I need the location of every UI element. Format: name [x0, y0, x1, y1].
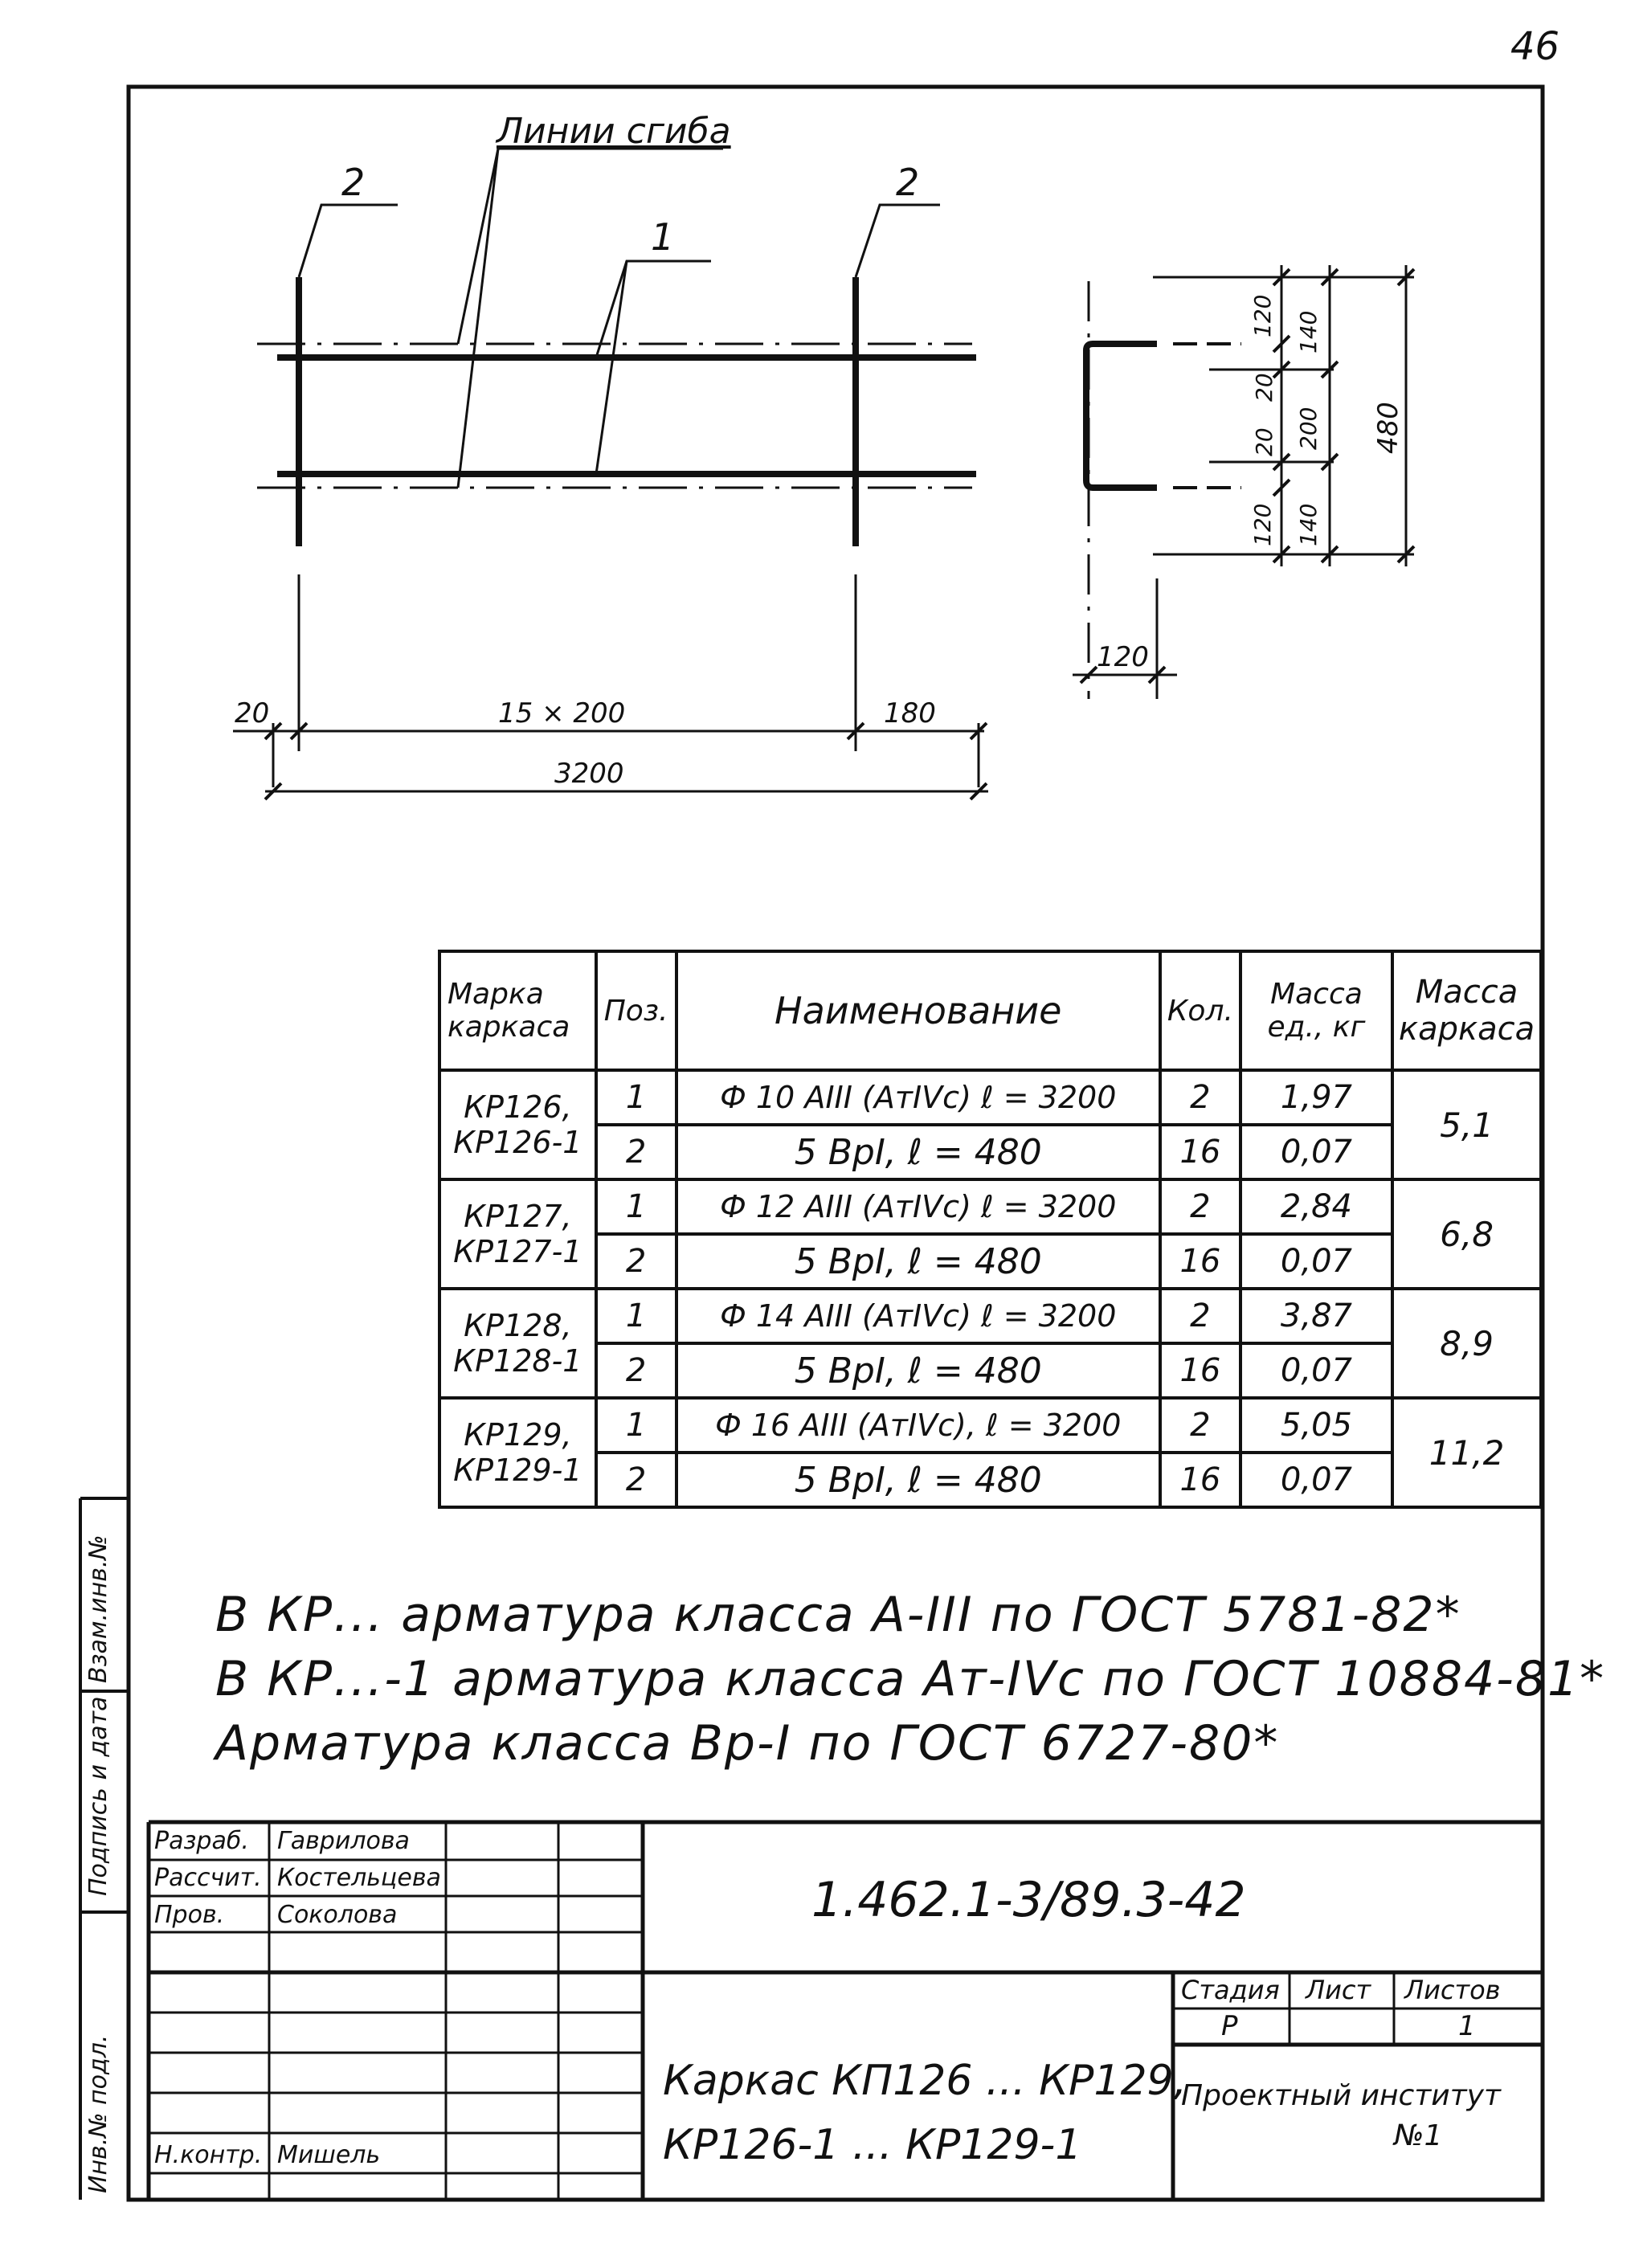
- table-row: [439, 1234, 1541, 1289]
- table-row: [439, 1125, 1541, 1179]
- cell-frame-mass: 6,8: [1392, 1179, 1541, 1289]
- cell-name: Ф 10 АIII (АтIVс) ℓ = 3200: [676, 1070, 1160, 1125]
- cell-qty: 2: [1160, 1070, 1240, 1125]
- side-stamp-inv: Инв.№ подл.: [84, 2034, 112, 2193]
- section-dim-140-top: 140: [1295, 310, 1322, 353]
- section-stirrup: [1086, 344, 1157, 488]
- cell-mass: 5,05: [1240, 1398, 1392, 1453]
- org-line-1: Проектный институт: [1181, 2079, 1501, 2112]
- tb-name-2: Соколова: [277, 1901, 398, 1929]
- header-name: Наименование: [676, 951, 1160, 1070]
- title-line-1: Каркас КП126 ... КР129,: [663, 2057, 1187, 2105]
- cell-pos: 2: [596, 1125, 676, 1179]
- page-number: 46: [1510, 24, 1560, 69]
- tb-role-6: Н.контр.: [154, 2141, 263, 2169]
- stage-value: Р: [1221, 2010, 1238, 2042]
- section-dim-width-120: 120: [1097, 641, 1149, 673]
- section-dim-120-top: 120: [1249, 294, 1276, 337]
- dim-spacing: 15 × 200: [498, 697, 626, 729]
- tb-role-0: Разраб.: [154, 1827, 249, 1855]
- cell-qty: 2: [1160, 1398, 1240, 1453]
- title-line-2: КР126-1 ... КР129-1: [663, 2121, 1082, 2169]
- cell-mark: КР127, КР127-1: [439, 1179, 596, 1289]
- cell-mark: КР129, КР129-1: [439, 1398, 596, 1507]
- section-dim-480: 480: [1372, 402, 1404, 454]
- section-dim-200: 200: [1295, 407, 1322, 450]
- sheets-value: 1: [1458, 2010, 1476, 2042]
- cell-qty: 2: [1160, 1179, 1240, 1234]
- note-line-1: В КР... арматура класса А-III по ГОСТ 5781-82*: [215, 1587, 1461, 1643]
- cell-name: 5 ВрI, ℓ = 480: [676, 1453, 1160, 1507]
- cell-pos: 2: [596, 1234, 676, 1289]
- section-dim-140-bottom: 140: [1295, 503, 1322, 546]
- table-row: [439, 1343, 1541, 1398]
- dim-20: 20: [235, 697, 270, 729]
- cell-qty: 16: [1160, 1343, 1240, 1398]
- cell-name: 5 ВрI, ℓ = 480: [676, 1343, 1160, 1398]
- cell-mass: 0,07: [1240, 1125, 1392, 1179]
- spec-header-row: [439, 951, 1541, 1070]
- dim-180: 180: [884, 697, 936, 729]
- header-qty: Кол.: [1160, 951, 1240, 1070]
- cell-mass: 0,07: [1240, 1453, 1392, 1507]
- stage-label: Стадия: [1181, 1975, 1280, 2005]
- sheets-label: Листов: [1404, 1975, 1501, 2005]
- cell-name: Ф 16 АIII (АтIVс), ℓ = 3200: [676, 1398, 1160, 1453]
- tb-name-1: Костельцева: [277, 1864, 441, 1892]
- cell-pos: 1: [596, 1289, 676, 1343]
- callout-2-right: 2: [896, 161, 920, 204]
- cell-mass: 2,84: [1240, 1179, 1392, 1234]
- org-line-2: №1: [1394, 2119, 1443, 2152]
- cell-mark: КР128, КР128-1: [439, 1289, 596, 1398]
- note-line-3: Арматура класса Вр-I по ГОСТ 6727-80*: [215, 1715, 1280, 1771]
- header-frame-mass: Масса каркаса: [1392, 951, 1541, 1070]
- spec-table: [438, 950, 1543, 1509]
- header-pos: Поз.: [596, 951, 676, 1070]
- callout-2-left: 2: [341, 161, 366, 204]
- cell-name: Ф 14 АIII (АтIVс) ℓ = 3200: [676, 1289, 1160, 1343]
- table-row: [439, 1289, 1541, 1343]
- sheet-label: Лист: [1306, 1975, 1371, 2005]
- header-mark: Марка каркаса: [439, 951, 596, 1070]
- section-dim-20-bottom: 20: [1251, 427, 1277, 456]
- cell-qty: 2: [1160, 1289, 1240, 1343]
- note-line-2: В КР...-1 арматура класса Ат-IVс по ГОСТ 10884-81*: [215, 1651, 1606, 1707]
- doc-code: 1.462.1-3/89.3-42: [811, 1872, 1246, 1928]
- table-row: [439, 1179, 1541, 1234]
- cell-name: Ф 12 АIII (АтIVс) ℓ = 3200: [676, 1179, 1160, 1234]
- side-stamp-replacement: Взам.инв.№: [84, 1534, 112, 1683]
- table-row: [439, 1070, 1541, 1125]
- cell-pos: 1: [596, 1179, 676, 1234]
- cell-mark: КР126, КР126-1: [439, 1070, 596, 1179]
- dim-total: 3200: [554, 758, 624, 790]
- section-dim-120-bottom: 120: [1249, 503, 1276, 546]
- tb-role-2: Пров.: [154, 1901, 225, 1929]
- cell-mass: 0,07: [1240, 1343, 1392, 1398]
- cell-name: 5 ВрI, ℓ = 480: [676, 1125, 1160, 1179]
- header-unit-mass: Масса ед., кг: [1240, 951, 1392, 1070]
- cell-mass: 0,07: [1240, 1234, 1392, 1289]
- cell-pos: 2: [596, 1453, 676, 1507]
- cell-frame-mass: 5,1: [1392, 1070, 1541, 1179]
- cell-frame-mass: 11,2: [1392, 1398, 1541, 1507]
- callout-1: 1: [651, 215, 675, 259]
- cell-qty: 16: [1160, 1234, 1240, 1289]
- cell-frame-mass: 8,9: [1392, 1289, 1541, 1398]
- table-row: [439, 1453, 1541, 1507]
- bend-lines-label: Линии сгиба: [497, 111, 731, 152]
- cell-qty: 16: [1160, 1125, 1240, 1179]
- tb-role-1: Рассчит.: [154, 1864, 262, 1892]
- cell-mass: 1,97: [1240, 1070, 1392, 1125]
- cell-name: 5 ВрI, ℓ = 480: [676, 1234, 1160, 1289]
- side-stamp-signature: Подпись и дата: [84, 1696, 112, 1896]
- cell-pos: 2: [596, 1343, 676, 1398]
- tb-name-6: Мишель: [277, 2141, 381, 2169]
- table-row: [439, 1398, 1541, 1453]
- cell-mass: 3,87: [1240, 1289, 1392, 1343]
- section-dim-20-top: 20: [1251, 373, 1277, 402]
- cell-qty: 16: [1160, 1453, 1240, 1507]
- cell-pos: 1: [596, 1070, 676, 1125]
- tb-name-0: Гаврилова: [277, 1827, 410, 1855]
- cell-pos: 1: [596, 1398, 676, 1453]
